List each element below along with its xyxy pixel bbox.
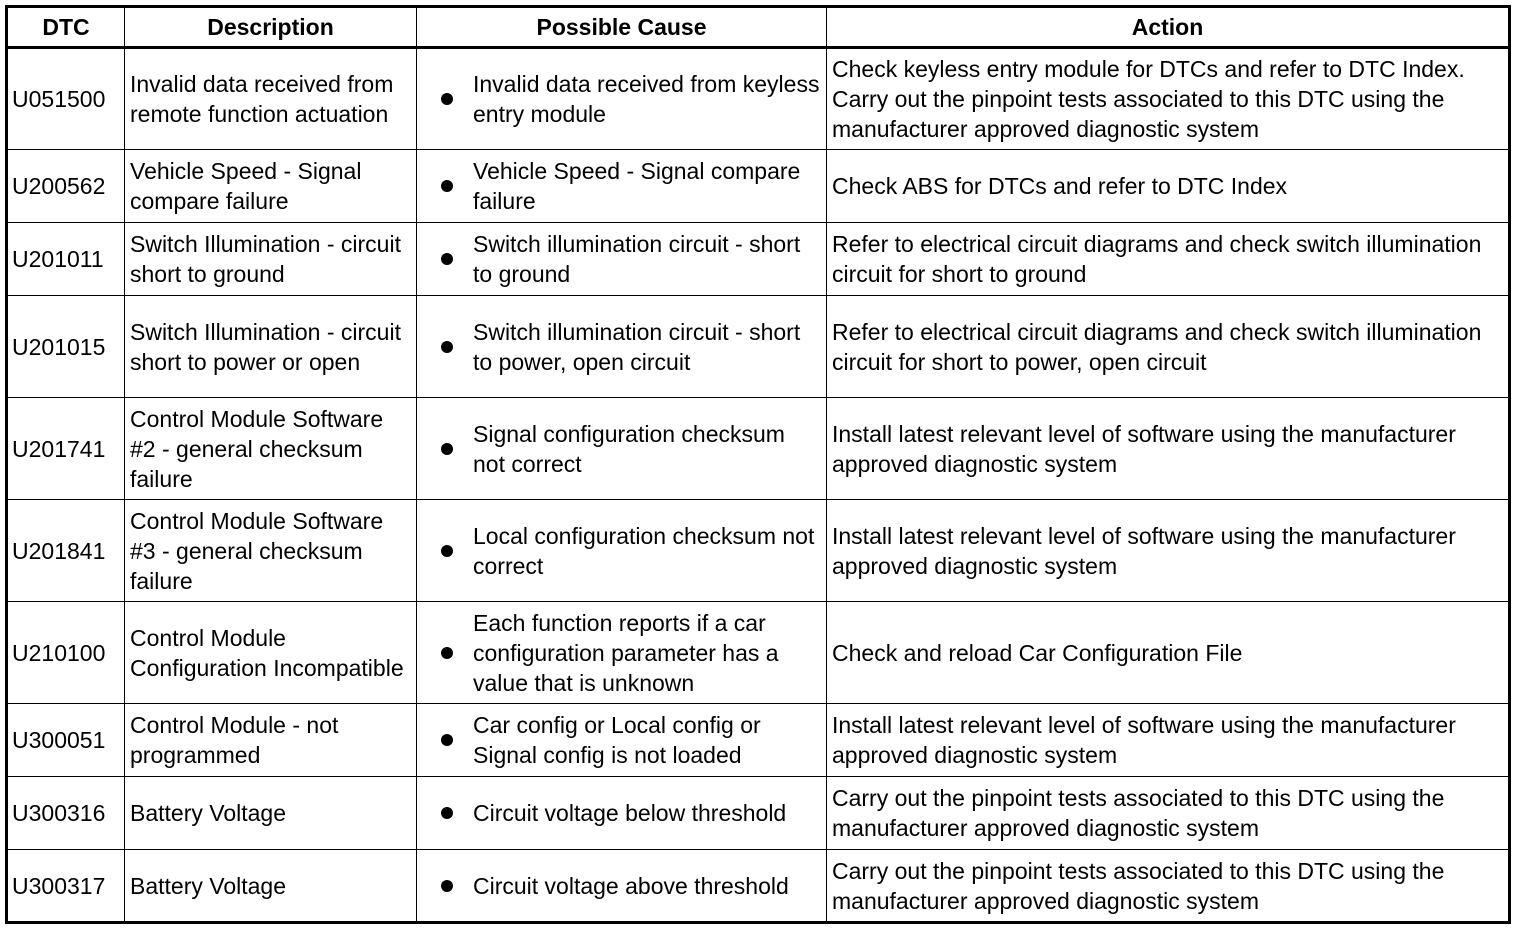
possible-cause-text: Invalid data received from keyless entry module	[473, 71, 820, 127]
bullet-icon	[441, 734, 453, 746]
header-description: Description	[125, 7, 417, 48]
action-text: Refer to electrical circuit diagrams and check switch illumination circuit for short to ground	[827, 223, 1510, 296]
possible-cause	[417, 223, 827, 296]
table-header-row	[7, 7, 1510, 48]
dtc-description: Switch Illumination - circuit short to power or open	[125, 296, 417, 398]
action-text: Check ABS for DTCs and refer to DTC Index	[827, 150, 1510, 223]
dtc-code: U201841	[7, 500, 125, 602]
possible-cause-text: Each function reports if a car configuration parameter has a value that is unknown	[473, 609, 779, 696]
table-row	[7, 777, 1510, 850]
bullet-icon	[441, 880, 453, 892]
possible-cause	[417, 398, 827, 500]
bullet-icon	[441, 93, 453, 105]
table-row	[7, 500, 1510, 602]
dtc-code: U210100	[7, 602, 125, 704]
table-row	[7, 48, 1510, 150]
dtc-code: U201015	[7, 296, 125, 398]
action-text: Check keyless entry module for DTCs and refer to DTC Index. Carry out the pinpoint tests associated to this DTC using the manufacturer approved diagnostic system	[827, 48, 1510, 150]
dtc-code: U051500	[7, 48, 125, 150]
table-row	[7, 850, 1510, 923]
bullet-icon	[441, 341, 453, 353]
action-text: Carry out the pinpoint tests associated to this DTC using the manufacturer approved diagnostic system	[827, 850, 1510, 923]
possible-cause	[417, 500, 827, 602]
header-possible-cause: Possible Cause	[417, 7, 827, 48]
action-text: Install latest relevant level of software using the manufacturer approved diagnostic system	[827, 500, 1510, 602]
dtc-description: Control Module Software #2 - general checksum failure	[125, 398, 417, 500]
dtc-description: Vehicle Speed - Signal compare failure	[125, 150, 417, 223]
dtc-table	[5, 5, 1511, 924]
dtc-description: Switch Illumination - circuit short to ground	[125, 223, 417, 296]
dtc-code: U201011	[7, 223, 125, 296]
dtc-code: U201741	[7, 398, 125, 500]
dtc-description: Battery Voltage	[125, 850, 417, 923]
bullet-icon	[441, 807, 453, 819]
dtc-description: Invalid data received from remote function actuation	[125, 48, 417, 150]
dtc-description: Control Module Configuration Incompatible	[125, 602, 417, 704]
action-text: Refer to electrical circuit diagrams and check switch illumination circuit for short to power, open circuit	[827, 296, 1510, 398]
action-text: Install latest relevant level of software using the manufacturer approved diagnostic system	[827, 398, 1510, 500]
possible-cause-text: Local configuration checksum not correct	[473, 522, 815, 579]
possible-cause	[417, 704, 827, 777]
bullet-icon	[441, 443, 453, 455]
possible-cause	[417, 850, 827, 923]
action-text: Check and reload Car Configuration File	[827, 602, 1510, 704]
dtc-code: U200562	[7, 150, 125, 223]
dtc-code: U300051	[7, 704, 125, 777]
header-dtc: DTC	[7, 7, 125, 48]
possible-cause-text: Circuit voltage above threshold	[473, 872, 789, 899]
action-text: Carry out the pinpoint tests associated to this DTC using the manufacturer approved diagnostic system	[827, 777, 1510, 850]
bullet-icon	[441, 180, 453, 192]
table-row	[7, 296, 1510, 398]
table-row	[7, 223, 1510, 296]
possible-cause-text: Switch illumination circuit - short to power, open circuit	[473, 318, 801, 375]
table-row	[7, 602, 1510, 704]
possible-cause	[417, 48, 827, 150]
dtc-table-container	[5, 5, 1508, 924]
possible-cause	[417, 150, 827, 223]
dtc-description: Control Module - not programmed	[125, 704, 417, 777]
dtc-code: U300316	[7, 777, 125, 850]
possible-cause-text: Car config or Local config or Signal config is not loaded	[473, 712, 761, 768]
dtc-code: U300317	[7, 850, 125, 923]
possible-cause-text: Circuit voltage below threshold	[473, 800, 787, 826]
table-row	[7, 704, 1510, 777]
possible-cause	[417, 296, 827, 398]
table-row	[7, 398, 1510, 500]
possible-cause	[417, 602, 827, 704]
possible-cause	[417, 777, 827, 850]
dtc-description: Control Module Software #3 - general checksum failure	[125, 500, 417, 602]
possible-cause-text: Vehicle Speed - Signal compare failure	[473, 158, 801, 214]
header-action: Action	[827, 7, 1510, 48]
dtc-description: Battery Voltage	[125, 777, 417, 850]
bullet-icon	[441, 253, 453, 265]
possible-cause-text: Signal configuration checksum not correct	[473, 420, 785, 477]
possible-cause-text: Switch illumination circuit - short to ground	[473, 231, 801, 287]
table-row	[7, 150, 1510, 223]
bullet-icon	[441, 647, 453, 659]
action-text: Install latest relevant level of software using the manufacturer approved diagnostic system	[827, 704, 1510, 777]
bullet-icon	[441, 545, 453, 557]
